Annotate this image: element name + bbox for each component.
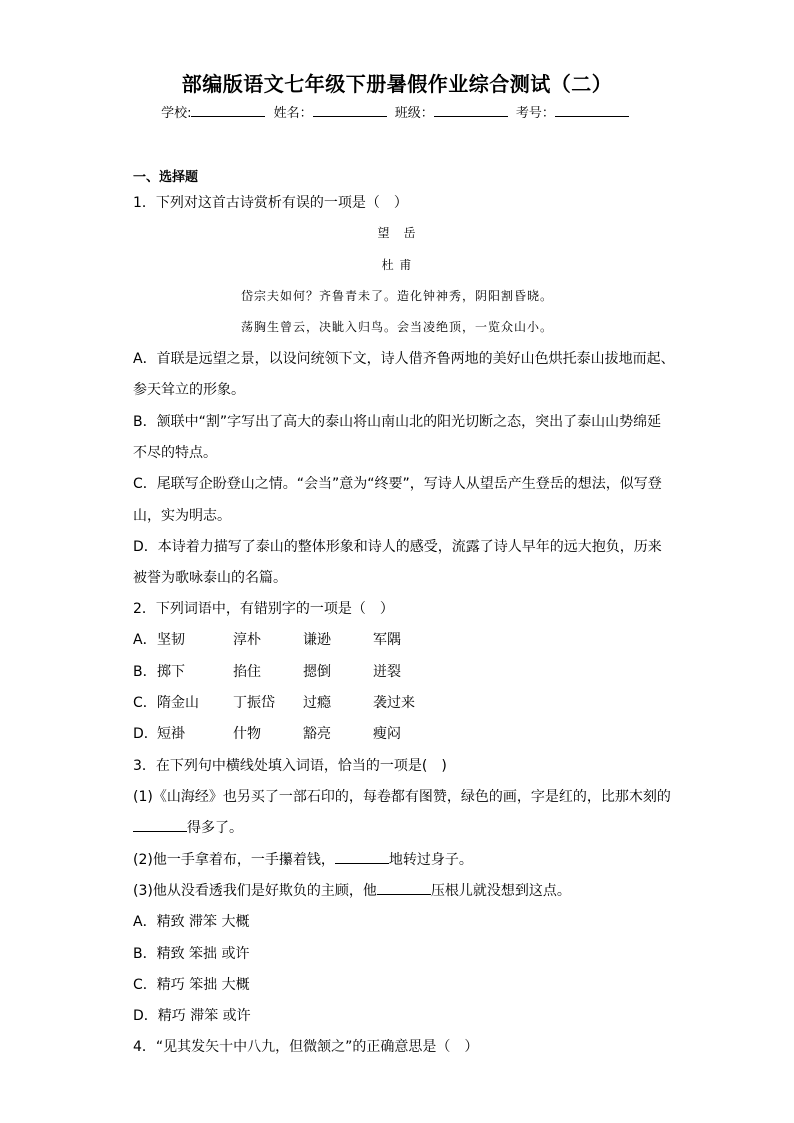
q1-stem: 1．下列对这首古诗赏析有误的一项是（ ）: [133, 195, 408, 211]
q3-option-c[interactable]: C．精巧 笨拙 大概: [133, 977, 250, 993]
q3-option-b[interactable]: B．精致 笨拙 或许: [133, 946, 250, 962]
q3-stem: 3．在下列句中横线处填入词语，恰当的一项是( ): [133, 758, 447, 774]
option-word: 过瘾: [303, 695, 331, 711]
poem-author: 杜 甫: [381, 258, 413, 272]
exam-number-label: 考号：: [515, 106, 555, 121]
poem-line-1: 岱宗夫如何？齐鲁青未了。造化钟神秀，阴阳割昏晓。: [240, 289, 553, 303]
option-word: 掷下: [157, 664, 185, 680]
q1-option-c-cont: 山，实为明志。: [133, 508, 231, 524]
exam-number-blank[interactable]: [555, 104, 629, 117]
q2-option-a[interactable]: [133, 629, 443, 649]
sentence-text: 得多了。: [187, 820, 243, 836]
option-word: 摁倒: [303, 664, 331, 680]
q1-option-d-cont: 被誉为歌咏泰山的名篇。: [133, 570, 287, 586]
class-label: 班级：: [394, 106, 434, 121]
fill-blank[interactable]: [133, 818, 187, 832]
option-label: A．: [133, 632, 157, 648]
q1-option-b[interactable]: B．颔联中“割”字写出了高大的泰山将山南山北的阳光切断之态，突出了泰山山势绵延: [133, 414, 662, 430]
option-word: 豁亮: [303, 726, 331, 742]
option-word: 迸裂: [373, 664, 401, 680]
option-word: 谦逊: [303, 632, 331, 648]
option-word: 军隅: [373, 632, 401, 648]
q1-option-d[interactable]: D．本诗着力描写了泰山的整体形象和诗人的感受，流露了诗人早年的远大抱负，历来: [133, 539, 662, 555]
fill-blank[interactable]: [335, 850, 389, 864]
poem-line-2: 荡胸生曾云，决眦入归鸟。会当凌绝顶，一览众山小。: [240, 320, 553, 334]
q1-option-b-cont: 不尽的特点。: [133, 445, 217, 461]
q2-option-b[interactable]: [133, 661, 443, 681]
q3-sentence-2: [133, 849, 473, 869]
option-label: C．: [133, 695, 157, 711]
q3-sentence-1: (1)《山海经》也另买了一部石印的，每卷都有图赞，绿色的画，字是红的，比那木刻的: [133, 789, 671, 805]
option-label: D．: [133, 726, 158, 742]
q2-option-d[interactable]: [133, 723, 443, 743]
q2-option-c[interactable]: [133, 692, 443, 712]
sentence-text: (2)他一手拿着布，一手攥着钱，: [133, 852, 335, 868]
sentence-text: 地转过身子。: [388, 852, 473, 868]
q3-option-a[interactable]: A．精致 滞笨 大概: [133, 914, 250, 930]
name-label: 姓名：: [273, 106, 313, 121]
q2-stem: 2．下列词语中，有错别字的一项是（ ）: [133, 601, 394, 617]
fill-blank[interactable]: [377, 881, 431, 895]
q4-stem: 4．“见其发矢十中八九，但微颔之”的正确意思是（ ）: [133, 1039, 479, 1055]
option-word: 袭过来: [373, 695, 415, 711]
section-title: 一、选择题: [133, 170, 199, 185]
q3-sentence-1-cont: [133, 817, 243, 837]
page-title: 部编版语文七年级下册暑假作业综合测试（二）: [181, 72, 613, 96]
option-word: 短褂: [157, 726, 185, 742]
q1-option-a-cont: 参天耸立的形象。: [133, 382, 245, 398]
option-word: 瘦闷: [373, 726, 401, 742]
q3-sentence-3: [133, 880, 571, 900]
sentence-text: (3)他从没看透我们是好欺负的主顾，他: [133, 883, 377, 899]
name-blank[interactable]: [313, 104, 387, 117]
poem-title: 望 岳: [377, 226, 417, 240]
q1-option-c[interactable]: C．尾联写企盼登山之情。“会当”意为“终要”，写诗人从望岳产生登岳的想法，似写登: [133, 476, 662, 492]
school-blank[interactable]: [191, 104, 265, 117]
student-info-row: [0, 102, 794, 121]
option-word: 淳朴: [233, 632, 261, 648]
sentence-text: 压根儿就没想到这点。: [430, 883, 571, 899]
option-word: 什物: [233, 726, 261, 742]
option-word: 隋金山: [157, 695, 199, 711]
option-label: B．: [133, 664, 157, 680]
option-word: 坚韧: [157, 632, 185, 648]
option-word: 丁振岱: [233, 695, 275, 711]
class-blank[interactable]: [434, 104, 508, 117]
q3-option-d[interactable]: D．精巧 滞笨 或许: [133, 1008, 251, 1024]
option-word: 掐住: [233, 664, 261, 680]
q1-option-a[interactable]: A．首联是远望之景，以设问统领下文，诗人借齐鲁两地的美好山色烘托泰山拔地而起、: [133, 351, 675, 367]
school-label: 学校:: [161, 106, 192, 121]
